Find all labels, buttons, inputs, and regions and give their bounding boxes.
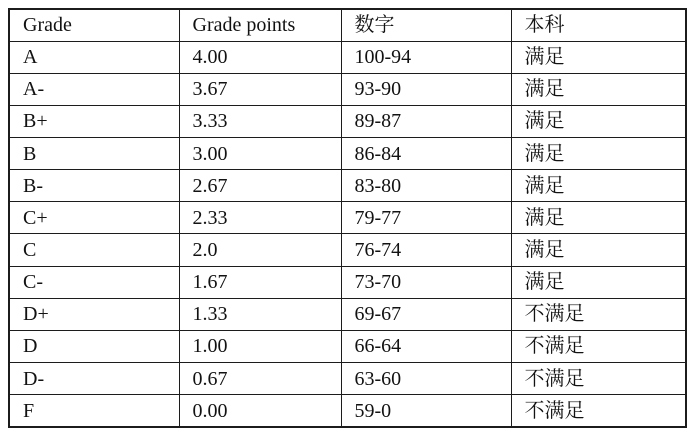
table-cell: 83-80 [341, 170, 511, 202]
table-row [9, 73, 686, 105]
table-cell: 满足 [511, 170, 686, 202]
table-cell: 满足 [511, 234, 686, 266]
table-cell: 76-74 [341, 234, 511, 266]
table-cell: 满足 [511, 41, 686, 73]
table-cell: C- [9, 266, 179, 298]
table-cell: 89-87 [341, 105, 511, 137]
table-row [9, 395, 686, 427]
table-cell: D- [9, 363, 179, 395]
table-cell: 不满足 [511, 330, 686, 362]
table-cell: B+ [9, 105, 179, 137]
table-cell: 86-84 [341, 137, 511, 169]
table-cell: D [9, 330, 179, 362]
table-cell: 2.33 [179, 202, 341, 234]
table-cell: 满足 [511, 137, 686, 169]
table-cell: 63-60 [341, 363, 511, 395]
table-cell: 69-67 [341, 298, 511, 330]
table-row [9, 298, 686, 330]
table-cell: 0.00 [179, 395, 341, 427]
table-cell: 79-77 [341, 202, 511, 234]
grade-conversion-table [8, 8, 687, 428]
table-cell: 3.00 [179, 137, 341, 169]
table-cell: 1.67 [179, 266, 341, 298]
table-row [9, 330, 686, 362]
table-cell: 100-94 [341, 41, 511, 73]
table-row [9, 363, 686, 395]
table-cell: 2.0 [179, 234, 341, 266]
table-cell: 73-70 [341, 266, 511, 298]
table-cell: 满足 [511, 105, 686, 137]
table-cell: 93-90 [341, 73, 511, 105]
table-cell: 满足 [511, 73, 686, 105]
table-cell: 不满足 [511, 298, 686, 330]
table-cell: 满足 [511, 202, 686, 234]
table-cell: 3.33 [179, 105, 341, 137]
table-cell: 59-0 [341, 395, 511, 427]
table-cell: 3.67 [179, 73, 341, 105]
table-cell: B [9, 137, 179, 169]
table-cell: 不满足 [511, 363, 686, 395]
column-header-number: 数字 [341, 9, 511, 41]
table-cell: C+ [9, 202, 179, 234]
table-cell: 1.00 [179, 330, 341, 362]
header-row [9, 9, 686, 41]
table-cell: A- [9, 73, 179, 105]
table-cell: B- [9, 170, 179, 202]
table-cell: 满足 [511, 266, 686, 298]
column-header-grade: Grade [9, 9, 179, 41]
table-row [9, 105, 686, 137]
table-cell: 1.33 [179, 298, 341, 330]
table-cell: 4.00 [179, 41, 341, 73]
table-cell: D+ [9, 298, 179, 330]
table-cell: C [9, 234, 179, 266]
column-header-grade-points: Grade points [179, 9, 341, 41]
table-cell: 66-64 [341, 330, 511, 362]
table-cell: 0.67 [179, 363, 341, 395]
table-row [9, 266, 686, 298]
column-header-undergrad: 本科 [511, 9, 686, 41]
table-cell: 不满足 [511, 395, 686, 427]
table-cell: F [9, 395, 179, 427]
table-row [9, 202, 686, 234]
table-cell: 2.67 [179, 170, 341, 202]
table-row [9, 137, 686, 169]
table-cell: A [9, 41, 179, 73]
table-row [9, 234, 686, 266]
table-row [9, 41, 686, 73]
table-row [9, 170, 686, 202]
